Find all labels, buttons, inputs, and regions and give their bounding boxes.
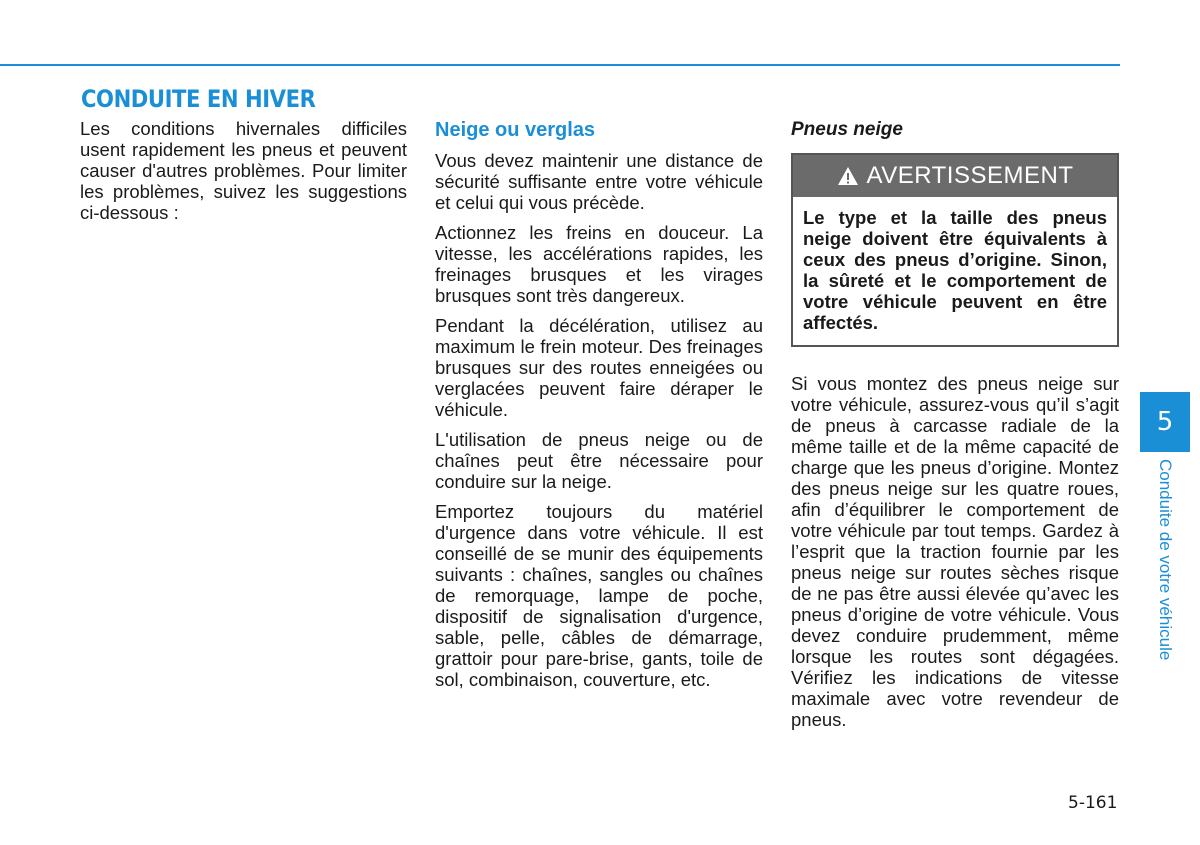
snow-ice-heading: Neige ou verglas	[435, 119, 596, 141]
warning-box	[791, 153, 1119, 347]
warning-triangle-icon	[837, 166, 859, 186]
intro-paragraph: Les conditions hivernales difficiles usent rapidement les pneus et peuvent causer d'autres problèmes. Pour limiter les problèmes, suivez les suggestions ci-dessous :	[80, 118, 407, 223]
paragraph: Si vous montez des pneus neige sur votre véhicule, assurez-vous qu’il s’agit de pneus à carcasse radiale de la même taille et de la même capacité de charge que les pneus d’origine. Montez des pneus neige sur les quatre roues, afin d’équilibrer le comportement de votre véhicule par tout temps. Gardez à l’esprit que la traction fournie par les pneus neige sur routes sèches risque de ne pas être aussi élevée qu’avec les pneus d’origine de votre véhicule. Vous devez conduire prudemment, même lorsque les routes sont dégagées. Vérifiez les indications de vitesse maximale avec votre revendeur de pneus.	[791, 373, 1119, 730]
paragraph: Vous devez maintenir une distance de sécurité suffisante entre votre véhicule et celui qui vous précède.	[435, 150, 763, 213]
column-snow-tires	[791, 118, 1119, 739]
warning-text: Le type et la taille des pneus neige doivent être équivalents à ceux des pneus d’origine. Sinon, la sûreté et le comportement de votre véhicule peuvent en être affectés.	[803, 207, 1107, 333]
column-intro	[80, 118, 407, 232]
warning-header	[793, 155, 1117, 197]
top-rule	[0, 64, 1120, 66]
paragraph: Emportez toujours du matériel d'urgence dans votre véhicule. Il est conseillé de se munir des équipements suivants : chaînes, sangles ou chaînes de remorquage, lampe de poche, dispositif de signalisation d'urgence, sable, pelle, câbles de démarrage, grattoir pour pare-brise, gants, toile de sol, combinaison, couverture, etc.	[435, 501, 763, 690]
paragraph: L'utilisation de pneus neige ou de chaînes peut être nécessaire pour conduire sur la neige.	[435, 429, 763, 492]
chapter-name: Conduite de votre véhicule	[1156, 459, 1175, 661]
paragraph: Actionnez les freins en douceur. La vitesse, les accélérations rapides, les freinages brusques et les virages brusques sont très dangereux.	[435, 222, 763, 306]
snow-tires-heading: Pneus neige	[791, 119, 903, 140]
paragraph: Pendant la décélération, utilisez au maximum le frein moteur. Des freinages brusques sur des routes enneigées ou verglacées peuvent faire déraper le véhicule.	[435, 315, 763, 420]
chapter-number-tab: 5	[1140, 392, 1190, 452]
column-snow-ice	[435, 118, 763, 699]
page-number: 5-161	[1068, 793, 1118, 813]
warning-title: AVERTISSEMENT	[866, 162, 1074, 189]
section-title: CONDUITE EN HIVER	[81, 85, 316, 113]
